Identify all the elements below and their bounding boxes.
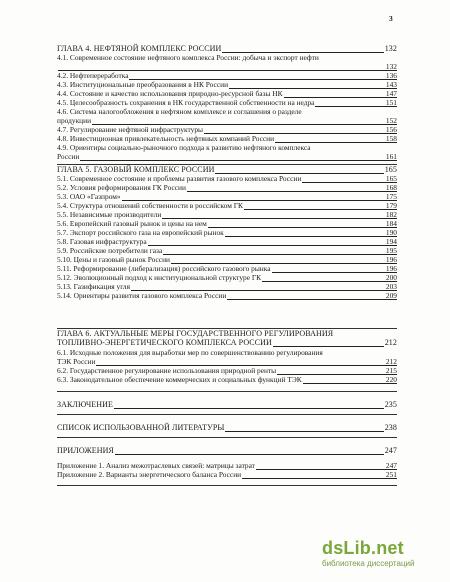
toc-entry[interactable] [57,349,397,358]
toc-entry[interactable] [57,54,397,63]
conclusion-title: ЗАКЛЮЧЕНИЕ [57,400,113,409]
toc-entry-title: 4.4. Состояние и качество использования природно-ресурсной базы НК [57,89,283,98]
toc-entry-title: 5.12. Эволюционный подход к институциональной структуре ГК [57,273,262,282]
toc-entry-title: 5.5. Независимые производители [57,210,162,219]
toc-entry-page: 147 [385,89,397,98]
toc-entry-page: 251 [385,470,397,479]
toc-entry-title: продукции [57,116,92,125]
toc-entry-title: 4.8. Инвестиционная привлекательность нефтяных компаний России [57,134,275,143]
page-number: 3 [389,14,393,23]
toc-entry-title: 5.9. Российские потребители газа [57,246,163,255]
toc-entry-page: 200 [385,273,397,282]
chapter-5-title: ГЛАВА 5. ГАЗОВЫЙ КОМПЛЕКС РОССИИ [57,165,215,174]
toc-entry-title: 4.6. Система налогообложения в нефтяном комплексе и соглашения о разделе [57,107,302,116]
chapter-4-page: 132 [384,44,397,53]
toc-entry[interactable] [57,376,397,385]
toc-entry[interactable] [57,471,397,480]
references-page: 238 [384,423,397,432]
toc-entry-title: 4.5. Целесообразность сохранения в НК государственной собственности на недра [57,98,315,107]
toc-entry-page: 136 [385,71,397,80]
toc-entry-title: 6.1. Исходные положения для выработки мер по совершенствованию регулирования [57,348,323,357]
toc-entry-title: 5.10. Цены и газовый рынок России [57,255,170,264]
toc-entry-title: 5.11. Реформирование (либерализация) российского газового рынка [57,264,271,273]
toc-entry-title: 4.3. Институциональные преобразования в НК России [57,80,229,89]
chapter-6 [57,330,397,348]
toc-entry-title: 5.7. Экспорт российского газа на европейский рынок [57,228,224,237]
toc-entry-page: 209 [385,291,397,300]
toc-entry-title: 4.9. Ориентиры социально-рыночного подхода к развитию нефтяного комплекса [57,143,311,152]
appendices-title: ПРИЛОЖЕНИЯ [57,446,114,455]
toc-entry-title: 5.2. Условия реформирования ГК России [57,183,186,192]
watermark-main: dsLib.net [322,538,404,558]
appendices-entry[interactable] [57,447,397,456]
chapter-6-title-line1: ГЛАВА 6. АКТУАЛЬНЫЕ МЕРЫ ГОСУДАРСТВЕННОГО РЕГУЛИРОВАНИЯ [57,329,334,338]
watermark-sub: библиотека диссертаций [322,559,415,568]
toc-entry-page: 247 [385,461,397,470]
toc-entry-title: 6.3. Законодательное обеспечение коммерческих и социальных функций ТЭК [57,375,302,384]
appendices [57,447,397,456]
toc-entry-title: 5.1. Современное состояние и проблемы развития газового комплекса России [57,174,302,183]
toc-entry-page: 168 [385,183,397,192]
toc-entry-title: 5.8. Газовая инфраструктура [57,237,147,246]
toc-entry-page: 152 [385,116,397,125]
divider [57,437,397,438]
toc-entry-page: 182 [385,210,397,219]
toc-entry-page: 179 [385,201,397,210]
chapter-6-title-line2: ТОПЛИВНО-ЭНЕРГЕТИЧЕСКОГО КОМПЛЕКСА РОССИИ [57,338,272,347]
divider [57,485,397,486]
toc-entry-title: 5.14. Ориентиры развития газового комплекса России [57,291,227,300]
toc-entry-title [57,62,58,71]
toc-entry-page: 156 [385,125,397,134]
toc-entry-page: 220 [385,375,397,384]
toc-entry[interactable] [57,292,397,301]
conclusion [57,401,397,410]
conclusion-entry[interactable] [57,401,397,410]
toc-entry-page: 175 [385,192,397,201]
toc-entry-page: 190 [385,228,397,237]
chapter-6-page: 212 [384,338,397,347]
toc-entry-page: 143 [385,80,397,89]
toc-entry-title: России [57,152,80,161]
toc-entry-page: 196 [385,255,397,264]
chapter-5-page: 165 [384,165,397,174]
chapter-4-items [57,54,397,162]
toc-entry-title: 5.3. ОАО «Газпром» [57,192,121,201]
toc-entry-title: 6.2. Государственное регулирование использования природной ренты [57,366,277,375]
chapter-4-title: ГЛАВА 4. НЕФТЯНОЙ КОМПЛЕКС РОССИИ [57,44,222,53]
toc-entry-page: 161 [385,152,397,161]
toc-entry-page: 132 [385,62,397,71]
toc-entry-page: 158 [385,134,397,143]
toc-entry-title: 5.13. Газификация угля [57,282,130,291]
toc-entry-page: 203 [385,282,397,291]
dslib-watermark-logo [322,538,442,578]
toc-entry-title: 5.4. Структура отношений собственности в российском ГК [57,201,243,210]
toc-entry-page: 194 [385,237,397,246]
toc-entry-title: 5.6. Европейский газовый рынок и цены на нем [57,219,207,228]
references-title: СПИСОК ИСПОЛЬЗОВАННОЙ ЛИТЕРАТУРЫ [57,423,225,432]
toc-entry-title: Приложение 1. Анализ межотраслевых связей: матрицы затрат [57,461,255,470]
toc-entry-page: 151 [385,98,397,107]
conclusion-page: 235 [384,400,397,409]
divider [57,391,397,392]
divider [57,414,397,415]
toc-entry[interactable] [57,144,397,153]
toc-entry-page: 212 [385,357,397,366]
references-entry[interactable] [57,424,397,433]
toc-entry-page: 184 [385,219,397,228]
toc-entry-page: 196 [385,264,397,273]
toc-entry-title: ТЭК России [57,357,96,366]
toc-entry-page: 215 [385,366,397,375]
appendices-items [57,462,397,480]
toc-entry-page: 165 [385,174,397,183]
toc-entry[interactable] [57,108,397,117]
toc-entry-title: 4.7. Регулирование нефтяной инфраструктуры [57,125,204,134]
toc-entry-title: 4.1. Современное состояние нефтяного комплекса России: добыча и экспорт нефти [57,53,319,62]
chapter-6-heading-line2[interactable] [57,339,397,348]
appendices-page: 247 [384,446,397,455]
references [57,424,397,433]
toc-entry-title: Приложение 2. Варианты энергетического баланса России [57,470,242,479]
chapter-6-items [57,349,397,385]
toc-entry-title: 4.2. Нефтепереработка [57,71,129,80]
chapter-5-items [57,175,397,301]
toc-entry[interactable] [57,153,397,162]
toc-entry-page: 195 [385,246,397,255]
